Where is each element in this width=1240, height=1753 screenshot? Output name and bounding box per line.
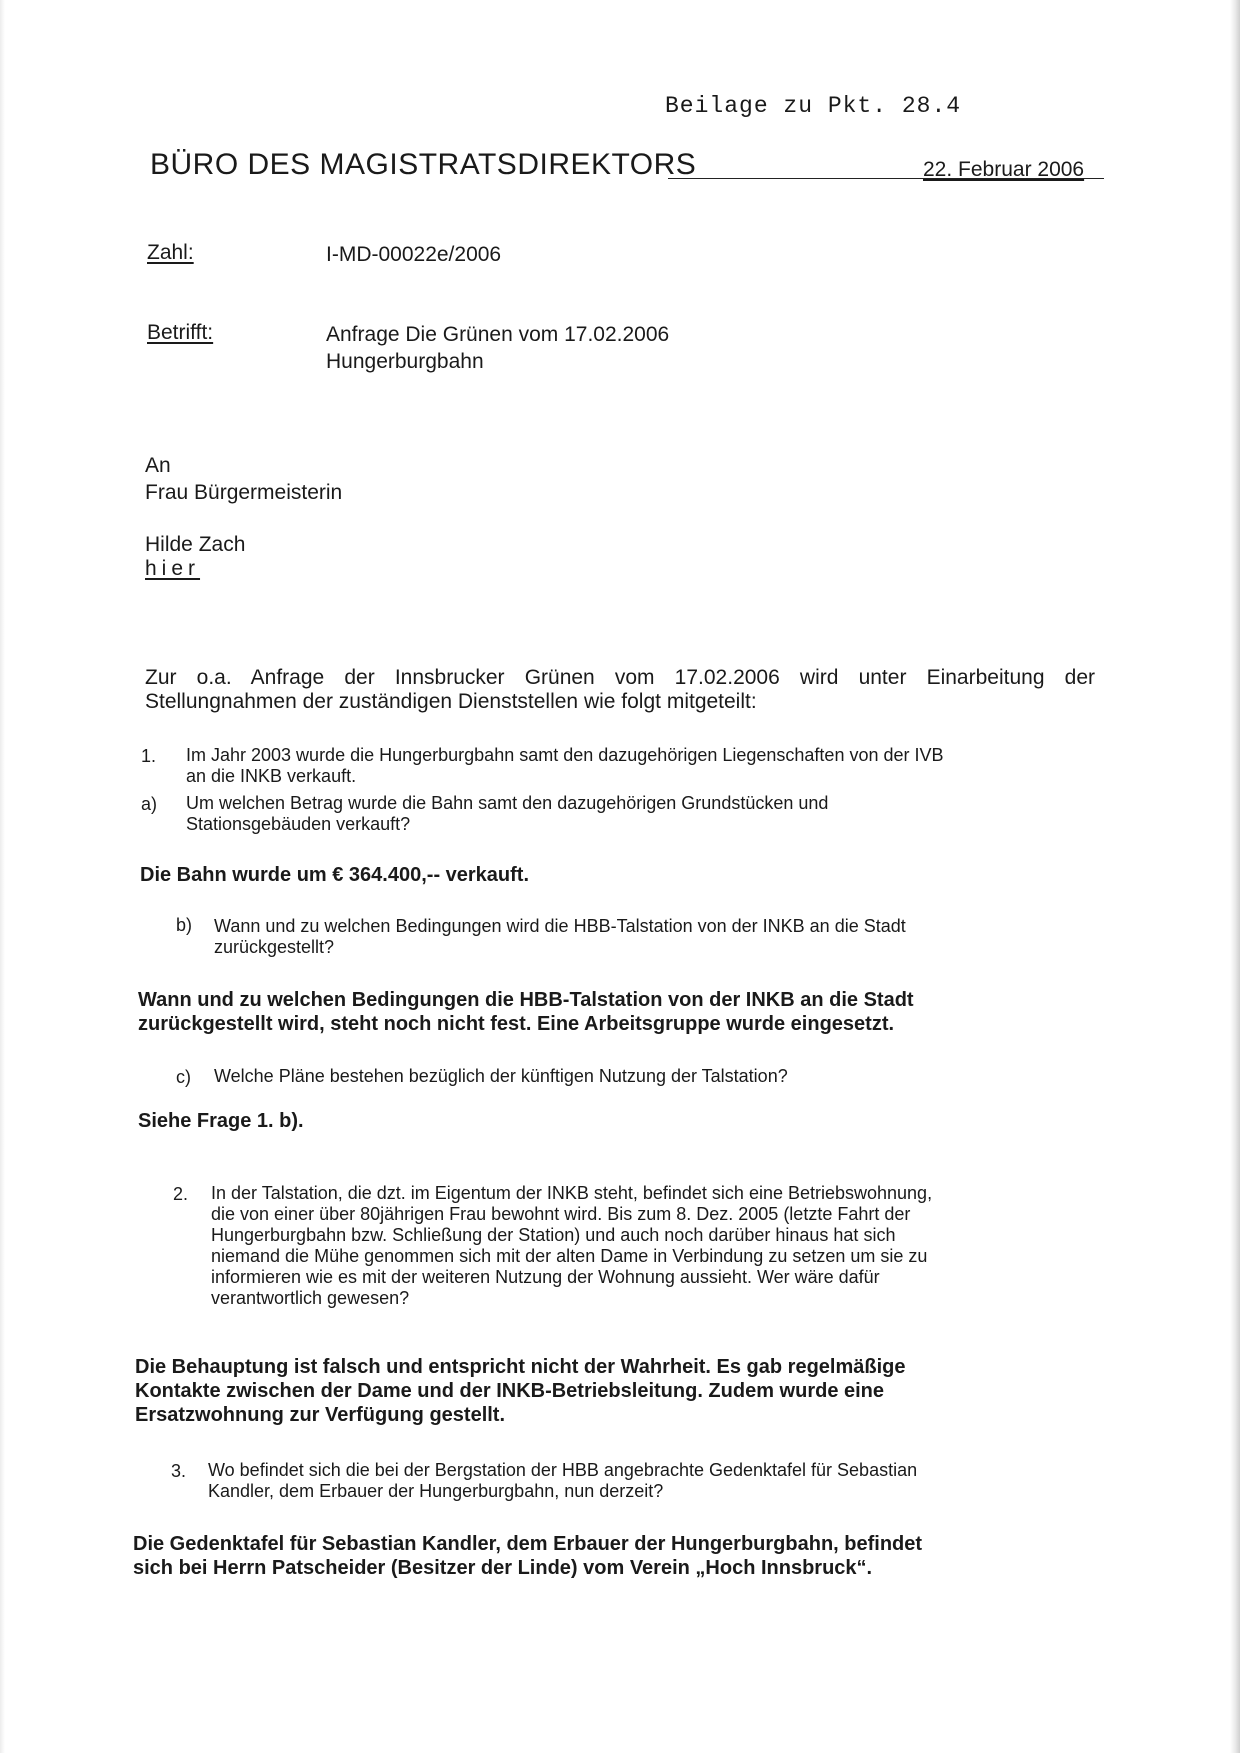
betrifft-label: Betrifft: (147, 321, 214, 344)
intro-line-2: Stellungnahmen der zuständigen Dienststellen wie folgt mitgeteilt: (145, 690, 757, 713)
q3-line-2: Kandler, dem Erbauer der Hungerburgbahn, nun derzeit? (208, 1481, 664, 1501)
q1b-number: b) (176, 915, 193, 935)
q1a-number: a) (141, 794, 158, 814)
q2-line-2: die von einer über 80jährigen Frau bewohnt wird. Bis zum 8. Dez. 2005 (letzte Fahrt der (211, 1204, 911, 1224)
office-title: BÜRO DES MAGISTRATSDIREKTORS (150, 148, 697, 181)
q3-line-1: Wo befindet sich die bei der Bergstation der HBB angebrachte Gedenktafel für Sebastian (208, 1460, 918, 1480)
q1-number: 1. (141, 746, 157, 766)
address-line-1: An (145, 454, 171, 477)
q1b-line-1: Wann und zu welchen Bedingungen wird die HBB-Talstation von der INKB an die Stadt (214, 916, 906, 936)
q1a-line-1: Um welchen Betrag wurde die Bahn samt den dazugehörigen Grundstücken und (186, 793, 829, 813)
intro-line-1: Zur o.a. Anfrage der Innsbrucker Grünen vom 17.02.2006 wird unter Einarbeitung der (145, 666, 1095, 689)
betrifft-line-2: Hungerburgbahn (326, 350, 484, 373)
q1c-text (214, 1066, 788, 1087)
answer-1c (138, 1109, 304, 1133)
answer-2 (135, 1355, 905, 1427)
scan-shadow-left (0, 0, 5, 1753)
answer-2-line-3: Ersatzwohnung zur Verfügung gestellt. (135, 1404, 506, 1426)
answer-3-line-1: Die Gedenktafel für Sebastian Kandler, dem Erbauer der Hungerburgbahn, befindet (133, 1533, 923, 1555)
zahl-label: Zahl: (147, 241, 194, 264)
q3-text (208, 1460, 917, 1502)
answer-1a-line-1: Die Bahn wurde um € 364.400,-- verkauft. (140, 864, 530, 886)
q2-line-3: Hungerburgbahn bzw. Schließung der Station) und auch noch darüber hinaus hat sich (211, 1225, 896, 1245)
answer-2-line-2: Kontakte zwischen der Dame und der INKB-Betriebsleitung. Zudem wurde eine (135, 1380, 885, 1402)
q1-text (186, 745, 944, 787)
q1b-text (214, 916, 906, 958)
q1a-line-2: Stationsgebäuden verkauft? (186, 814, 411, 834)
q2-number: 2. (173, 1184, 189, 1204)
zahl-value: I-MD-00022e/2006 (326, 243, 502, 266)
q2-line-6: verantwortlich gewesen? (211, 1288, 410, 1308)
betrifft-line-1: Anfrage Die Grünen vom 17.02.2006 (326, 323, 670, 346)
q1-line-1: Im Jahr 2003 wurde die Hungerburgbahn samt den dazugehörigen Liegenschaften von der IVB (186, 745, 944, 765)
q1-line-2: an die INKB verkauft. (186, 766, 357, 786)
answer-1b-line-1: Wann und zu welchen Bedingungen die HBB-Talstation von der INKB an die Stadt (138, 989, 914, 1011)
answer-1c-line-1: Siehe Frage 1. b). (138, 1110, 304, 1132)
q1b-line-2: zurückgestellt? (214, 937, 335, 957)
q1a-text (186, 793, 828, 835)
answer-1b (138, 988, 914, 1036)
q2-line-1: In der Talstation, die dzt. im Eigentum der INKB steht, befindet sich eine Betriebswohnung, (211, 1183, 933, 1203)
document-date: 22. Februar 2006 (923, 158, 1085, 181)
q2-line-5: informieren wie es mit der weiteren Nutzung der Wohnung aussieht. Wer wäre dafür (211, 1267, 880, 1287)
intro-paragraph (145, 666, 1095, 714)
q1c-line-1: Welche Pläne bestehen bezüglich der künftigen Nutzung der Talstation? (214, 1066, 788, 1086)
q1c-number: c) (176, 1067, 191, 1087)
answer-2-line-1: Die Behauptung ist falsch und entspricht nicht der Wahrheit. Es gab regelmäßige (135, 1356, 906, 1378)
answer-1b-line-2: zurückgestellt wird, steht noch nicht fest. Eine Arbeitsgruppe wurde eingesetzt. (138, 1013, 895, 1035)
answer-3 (133, 1532, 922, 1580)
address-line-3: Hilde Zach (145, 533, 246, 556)
attachment-note: Beilage zu Pkt. 28.4 (665, 93, 962, 119)
scan-shadow-right (1230, 0, 1240, 1753)
address-line-4: hier (145, 557, 201, 580)
address-line-2: Frau Bürgermeisterin (145, 481, 343, 504)
answer-3-line-2: sich bei Herrn Patscheider (Besitzer der Linde) vom Verein „Hoch Innsbruck“. (133, 1557, 873, 1579)
answer-1a (140, 863, 529, 887)
q2-text (211, 1183, 932, 1309)
q3-number: 3. (171, 1461, 187, 1481)
q2-line-4: niemand die Mühe genommen sich mit der alten Dame in Verbindung zu setzen um sie zu (211, 1246, 928, 1266)
